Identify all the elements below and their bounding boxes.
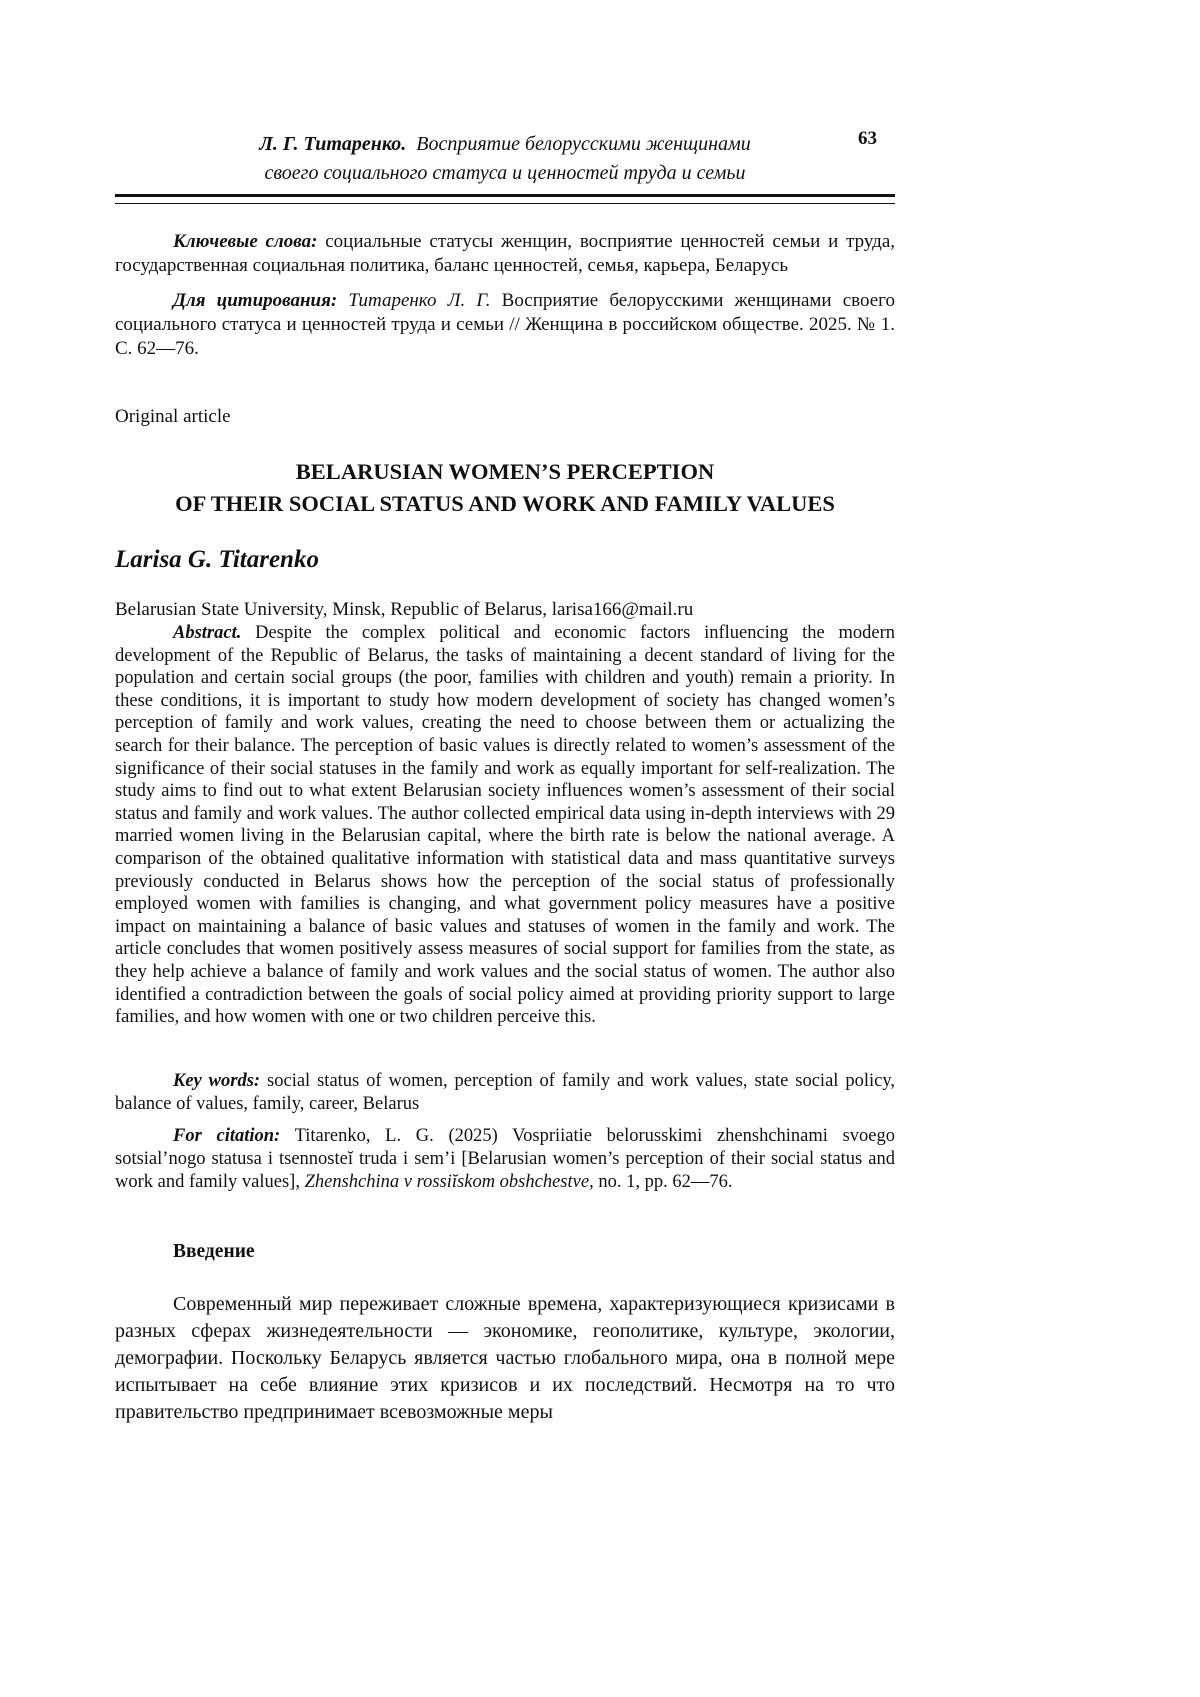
en-citation-text: Titarenko, L. G. (2025) Vospriiatie belorusskimi zhenshchinami svoego sotsial’nogo statusa i tsennosteĭ truda i sem’i [Belarusian women’s perception of their social status and work and family values], [115,1126,896,1192]
ru-citation-author: Титаренко Л. Г. [348,290,491,311]
running-head-author: Л. Г. Титаренко. [259,133,407,155]
ru-keywords-label: Ключевые слова: [173,231,318,252]
author-name: Larisa G. Titarenko [115,546,319,573]
ru-keywords [115,230,895,278]
ru-keywords-text: социальные статусы женщин, восприятие ценностей семьи и труда, государственная социальная политика, баланс ценностей, семья, карьера, Беларусь [115,231,896,276]
running-head [115,130,895,188]
abstract [115,622,895,1029]
en-citation [115,1125,895,1194]
ru-citation-label: Для цитирования: [173,290,338,311]
article-title-line2: OF THEIR SOCIAL STATUS AND WORK AND FAMILY VALUES [175,491,835,516]
en-keywords-label: Key words: [173,1071,261,1091]
abstract-label: Abstract. [173,623,242,643]
article-type: Original article [115,406,231,427]
running-head-title-line1: Восприятие белорусскими женщинами [416,133,751,155]
en-citation-journal: Zhenshchina v rossiĭskom obshchestve [304,1172,590,1192]
en-citation-label: For citation: [173,1126,281,1146]
header-rule-thin [115,203,895,204]
affiliation: Belarusian State University, Minsk, Republic of Belarus, larisa166@mail.ru [115,599,694,620]
en-citation-pages: , no. 1, pp. 62—76. [589,1172,733,1192]
ru-citation-text: Восприятие белорусскими женщинами своего социального статуса и ценностей труда и семьи // Женщина в российском обществе. 2025. № 1. С. 62—76. [115,290,895,359]
page-number: 63 [858,128,877,149]
abstract-text: Despite the complex political and economic factors influencing the modern development of the Republic of Belarus, the tasks of maintaining a decent standard of living for the population and certain social groups (the poor, families with children and youth) remain a priority. In these conditions, it is important to study how modern development of society has changed women’s perception of family and work values, creating the need to choose between them or actualizing the search for their balance. The perception of basic values is directly related to women’s assessment of the significance of their social statuses in the family and work as equally important for self-realization. The study aims to find out to what extent Belarusian society influences women’s assessment of their social status and family and work values. The author collected empirical data using in-depth interviews with 29 married women living in the Belarusian capital, where the birth rate is below the national average. A comparison of the obtained qualitative information with statistical data and mass quantitative surveys previously conducted in Belarus shows how the perception of the social status of professionally employed women with families is changing, and what government policy measures have a positive impact on maintaining a balance of basic values and statuses of women in the family and work. The article concludes that women positively assess measures of social support for families from the state, as they help achieve a balance of family and work values and the social status of women. The author also identified a contradiction between the goals of social policy aimed at providing priority support to large families, and how women with one or two children perceive this. [115,623,896,1028]
intro-paragraph: Современный мир переживает сложные времена, характеризующиеся кризисами в разных сферах жизнедеятельности — экономике, геополитике, культуре, экологии, демографии. Поскольку Беларусь является частью глобального мира, она в полной мере испытывает на себе влияние этих кризисов и их последствий. Несмотря на то что правительство предпринимает всевозможные меры [115,1293,895,1423]
running-head-line1 [115,130,895,159]
section-heading: Введение [173,1241,255,1262]
article-title-line1: BELARUSIAN WOMEN’S PERCEPTION [295,459,715,484]
running-head-title-line2: своего социального статуса и ценностей труда и семьи [264,162,746,184]
ru-citation [115,289,895,361]
article-title [115,456,895,520]
en-keywords-text: social status of women, perception of family and work values, state social policy, balance of values, family, career, Belarus [115,1071,896,1114]
en-keywords [115,1070,895,1116]
header-rule-thick [115,194,895,197]
